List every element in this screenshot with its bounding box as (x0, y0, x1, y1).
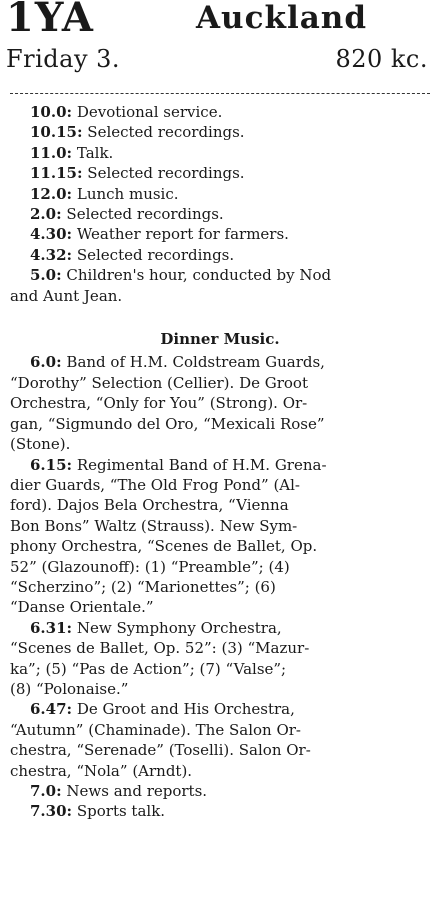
entry-line: “Autumn” (Chaminade). The Salon Or- (10, 720, 301, 739)
schedule-text: Weather report for farmers. (76, 225, 289, 244)
entry-line: 52” (Glazounoff): (1) “Preamble”; (4) (10, 557, 290, 576)
schedule-time: 11.15: (30, 164, 83, 183)
schedule-item (10, 204, 430, 224)
schedule-time: 4.32: (30, 245, 73, 264)
dinner-entry (10, 455, 430, 618)
entry-line: (Stone). (10, 435, 71, 454)
programme-listing (10, 102, 430, 822)
schedule-text: News and reports. (66, 782, 208, 800)
schedule-time: 12.0: (30, 184, 73, 203)
entry-line: “Scherzino”; (2) “Marionettes”; (6) (10, 577, 276, 596)
entry-line (10, 699, 430, 719)
schedule-item (10, 122, 430, 142)
evening-schedule (10, 781, 430, 822)
station-header (6, 0, 434, 88)
schedule-text: Talk. (76, 143, 114, 162)
schedule-item (10, 184, 430, 204)
entry-line (10, 352, 430, 372)
dinner-music-section (10, 352, 430, 781)
dinner-music-heading: Dinner Music. (160, 330, 280, 349)
schedule-item (10, 781, 430, 801)
entry-line: gan, “Sigmundo del Oro, “Mexicali Rose” (10, 414, 325, 433)
schedule-text: Children's hour, conducted by Nod (66, 266, 332, 285)
entry-line: chestra, “Nola” (Arndt). (10, 761, 193, 780)
schedule-item (10, 265, 430, 285)
schedule-time: 5.0: (30, 266, 62, 285)
dinner-entry (10, 699, 430, 781)
schedule-text: Selected recordings. (87, 123, 245, 142)
programme-day: Friday 3. (6, 45, 121, 73)
entry-line: dier Guards, “The Old Frog Pond” (Al- (10, 475, 300, 494)
schedule-time: 10.0: (30, 103, 73, 121)
schedule-time: 4.30: (30, 225, 73, 244)
station-callsign: 1YA (6, 0, 94, 41)
schedule-time: 2.0: (30, 205, 62, 224)
schedule-text: Selected recordings. (76, 245, 235, 264)
entry-line (10, 455, 430, 475)
entry-line: chestra, “Serenade” (Toselli). Salon Or- (10, 741, 311, 760)
entry-time: 6.0: (30, 353, 62, 372)
header-divider (10, 93, 430, 94)
schedule-time: 7.30: (30, 802, 73, 821)
schedule-item (10, 801, 430, 821)
schedule-item (10, 143, 430, 163)
entry-line: (8) “Polonaise.” (10, 679, 129, 698)
schedule-item (10, 163, 430, 183)
schedule-text: Selected recordings. (87, 164, 245, 183)
entry-line: Orchestra, “Only for You” (Strong). Or- (10, 394, 308, 413)
schedule-text: Devotional service. (76, 103, 223, 121)
schedule-item (10, 245, 430, 265)
schedule-text: Selected recordings. (66, 205, 224, 224)
entry-line (10, 618, 430, 638)
entry-text: Regimental Band of H.M. Grena- (76, 455, 327, 474)
entry-line: phony Orchestra, “Scenes de Ballet, Op. (10, 537, 318, 556)
entry-time: 6.47: (30, 700, 73, 719)
dinner-entry (10, 352, 430, 454)
entry-line: ford). Dajos Bela Orchestra, “Vienna (10, 496, 289, 515)
entry-line: ka”; (5) “Pas de Action”; (7) “Valse”; (10, 659, 287, 678)
schedule-item (10, 224, 430, 244)
station-city: Auckland (196, 0, 368, 36)
entry-line: “Scenes de Ballet, Op. 52”: (3) “Mazur- (10, 639, 310, 658)
schedule-text: Lunch music. (76, 184, 179, 203)
schedule-time: 11.0: (30, 143, 73, 162)
daytime-schedule (10, 102, 430, 306)
entry-text: New Symphony Orchestra, (76, 618, 282, 637)
entry-time: 6.31: (30, 618, 73, 637)
schedule-continuation: and Aunt Jean. (10, 286, 123, 305)
dinner-entry (10, 618, 430, 700)
entry-text: Band of H.M. Coldstream Guards, (66, 353, 325, 372)
entry-time: 6.15: (30, 455, 73, 474)
schedule-time: 7.0: (30, 782, 62, 800)
schedule-item (10, 102, 430, 122)
entry-line: “Dorothy” Selection (Cellier). De Groot (10, 373, 308, 392)
schedule-time: 10.15: (30, 123, 83, 142)
schedule-text: Sports talk. (76, 802, 166, 821)
entry-line: “Danse Orientale.” (10, 598, 154, 617)
entry-line: Bon Bons” Waltz (Strauss). New Sym- (10, 516, 298, 535)
entry-text: De Groot and His Orchestra, (76, 700, 295, 719)
station-frequency: 820 kc. (335, 45, 428, 73)
